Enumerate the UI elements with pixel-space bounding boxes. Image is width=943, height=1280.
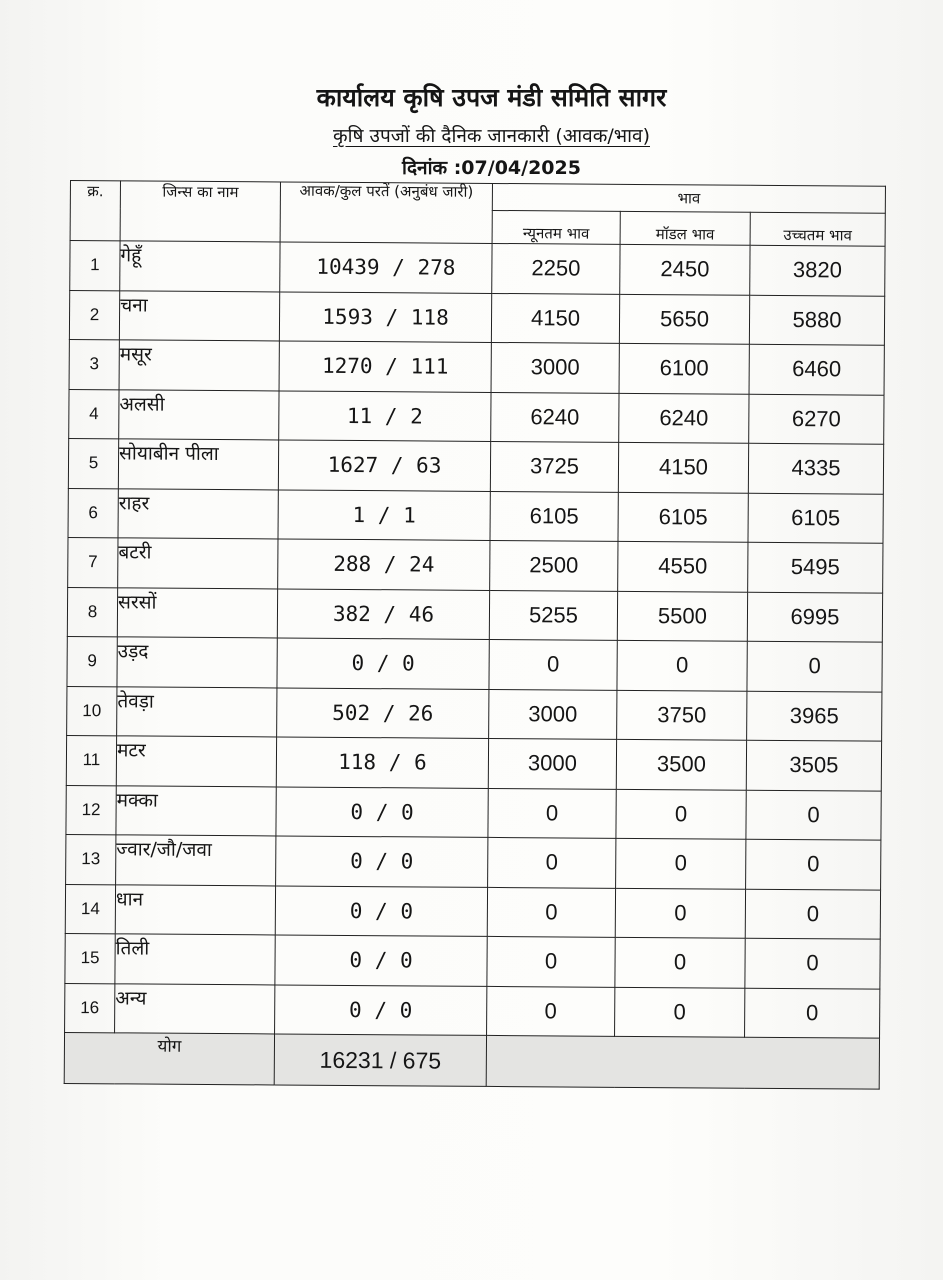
table-row [70,241,885,296]
header-commodity: जिन्स का नाम [120,181,280,242]
rates-table [64,180,886,1090]
min-price-cell: 0 [489,639,617,689]
table-row [66,834,881,889]
serial-cell: 2 [69,290,119,340]
max-price-cell: 0 [745,889,880,939]
arrival-cell: 1627 / 63 [278,440,490,491]
serial-cell: 12 [66,785,116,835]
modal-price-cell: 0 [615,987,745,1037]
commodity-cell: तिली [115,934,275,985]
max-price-cell: 6995 [747,592,882,642]
max-price-cell: 0 [745,938,880,988]
page-title: कार्यालय कृषि उपज मंडी समिति सागर [316,83,667,112]
max-price-cell: 3820 [750,245,885,295]
min-price-cell: 0 [488,837,616,887]
min-price-cell: 4150 [491,293,619,343]
modal-price-cell: 5500 [617,591,747,641]
commodity-cell: सोयाबीन पीला [118,439,278,490]
commodity-cell: राहर [118,488,278,539]
table-row [68,488,883,543]
max-price-cell: 6105 [748,493,883,543]
arrival-cell: 0 / 0 [275,885,487,936]
min-price-cell: 0 [488,788,616,838]
table-row [67,636,882,691]
commodity-cell: मटर [116,736,276,787]
min-price-cell: 2250 [492,243,620,293]
arrival-cell: 1270 / 111 [279,341,491,392]
modal-price-cell: 6100 [619,343,749,393]
min-price-cell: 3000 [491,342,619,392]
max-price-cell: 6460 [749,344,884,394]
serial-cell: 4 [69,389,119,439]
serial-cell: 16 [65,983,115,1033]
table-row [65,933,880,988]
min-price-cell: 0 [487,887,615,937]
serial-cell: 11 [66,735,116,785]
header-arrival: आवक/कुल परतें (अनुबंध जारी) [280,182,492,243]
modal-price-cell: 3500 [616,739,746,789]
arrival-cell: 0 / 0 [275,984,487,1035]
table-row [65,884,880,939]
modal-price-cell: 0 [617,640,747,690]
modal-price-cell: 0 [616,838,746,888]
serial-cell: 10 [67,686,117,736]
table-row [66,735,881,790]
commodity-cell: गेहूँ [120,241,280,292]
total-label: योग [64,1032,274,1084]
serial-cell: 15 [65,933,115,983]
max-price-cell: 3505 [746,740,881,790]
modal-price-cell: 0 [615,937,745,987]
modal-price-cell: 6240 [619,393,749,443]
arrival-cell: 502 / 26 [277,687,489,738]
modal-price-cell: 0 [616,789,746,839]
serial-cell: 14 [65,884,115,934]
max-price-cell: 0 [745,988,880,1038]
max-price-cell: 3965 [747,691,882,741]
header-min-price: न्यूनतम भाव [492,210,620,244]
modal-price-cell: 2450 [620,244,750,294]
arrival-cell: 118 / 6 [276,737,488,788]
arrival-cell: 0 / 0 [277,638,489,689]
page-subtitle-text: कृषि उपजों की दैनिक जानकारी (आवक/भाव) [333,125,650,147]
max-price-cell: 5880 [749,295,884,345]
arrival-cell: 288 / 24 [278,539,490,590]
table-row [68,438,883,493]
arrival-cell: 382 / 46 [277,588,489,639]
arrival-cell: 11 / 2 [279,390,491,441]
max-price-cell: 0 [746,839,881,889]
header-price-group: भाव [492,183,885,213]
max-price-cell: 5495 [748,542,883,592]
max-price-cell: 4335 [748,443,883,493]
table-row [69,389,884,444]
table-body [65,241,886,1039]
table-row [65,983,880,1038]
header-modal-price: मॉडल भाव [620,211,750,245]
commodity-cell: धान [115,884,275,935]
commodity-cell: मक्का [116,785,276,836]
serial-cell: 1 [70,241,120,291]
modal-price-cell: 0 [615,888,745,938]
modal-price-cell: 5650 [619,294,749,344]
table-header [70,181,885,247]
commodity-cell: अन्य [115,983,275,1034]
min-price-cell: 3000 [489,689,617,739]
modal-price-cell: 4550 [618,541,748,591]
report-date: दिनांक :07/04/2025 [402,157,581,179]
modal-price-cell: 4150 [618,442,748,492]
arrival-cell: 0 / 0 [276,836,488,887]
max-price-cell: 0 [747,641,882,691]
serial-cell: 3 [69,339,119,389]
min-price-cell: 2500 [490,540,618,590]
min-price-cell: 0 [487,936,615,986]
commodity-cell: उड़द [117,637,277,688]
commodity-cell: मसूर [119,340,279,391]
arrival-cell: 10439 / 278 [280,242,492,293]
table-row [67,587,882,642]
arrival-cell: 1593 / 118 [279,291,491,342]
commodity-cell: सरसों [117,587,277,638]
min-price-cell: 0 [487,986,615,1036]
commodity-cell: तेवड़ा [117,686,277,737]
serial-cell: 9 [67,636,117,686]
table-row [69,339,884,394]
arrival-cell: 0 / 0 [275,935,487,986]
total-arrival: 16231 / 675 [274,1034,486,1086]
total-row [64,1032,879,1089]
header-max-price: उच्चतम भाव [750,212,885,246]
max-price-cell: 0 [746,790,881,840]
arrival-cell: 1 / 1 [278,489,490,540]
serial-cell: 7 [68,537,118,587]
serial-cell: 13 [66,834,116,884]
min-price-cell: 6105 [490,491,618,541]
commodity-cell: अलसी [119,389,279,440]
table-row [69,290,884,345]
commodity-cell: बटरी [118,538,278,589]
commodity-cell: चना [119,290,279,341]
table-row [67,686,882,741]
arrival-cell: 0 / 0 [276,786,488,837]
commodity-cell: ज्वार/जौ/जवा [116,835,276,886]
min-price-cell: 3725 [490,441,618,491]
page-subtitle [20,122,943,148]
max-price-cell: 6270 [749,394,884,444]
table-row [68,537,883,592]
modal-price-cell: 6105 [618,492,748,542]
min-price-cell: 6240 [491,392,619,442]
modal-price-cell: 3750 [617,690,747,740]
serial-cell: 6 [68,488,118,538]
min-price-cell: 5255 [489,590,617,640]
min-price-cell: 3000 [488,738,616,788]
total-empty-cell [486,1035,879,1089]
serial-cell: 8 [67,587,117,637]
table-row [66,785,881,840]
serial-cell: 5 [68,438,118,488]
header-serial: क्र. [70,181,120,241]
